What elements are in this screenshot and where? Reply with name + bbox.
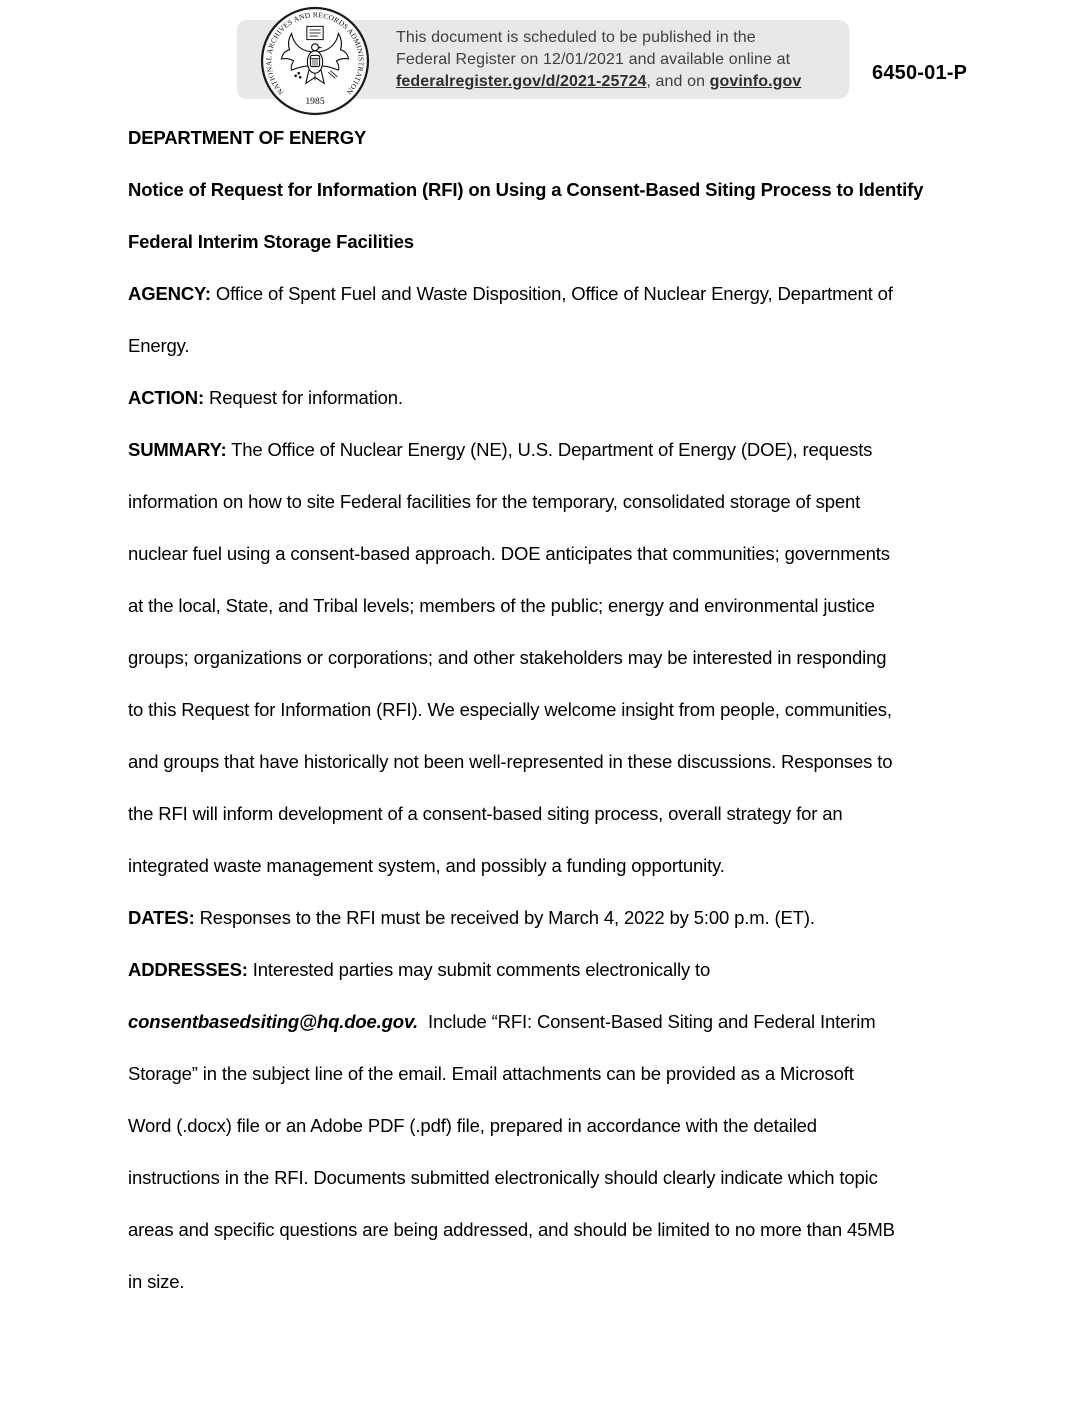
text-line <box>128 112 1028 164</box>
text-run: Word (.docx) file or an Adobe PDF (.pdf) file, prepared in accordance with the detailed <box>128 1115 817 1136</box>
text-line <box>128 1256 1028 1308</box>
seal-year: 1985 <box>305 95 325 107</box>
text-line <box>128 1100 1028 1152</box>
text-run: Federal Register on 12/01/2021 and available online at <box>396 51 791 68</box>
text-run: ACTION: <box>128 387 205 408</box>
text-run: Energy. <box>128 335 190 356</box>
text-line <box>128 164 1028 216</box>
text-line <box>128 476 1028 528</box>
text-run: instructions in the RFI. Documents submitted electronically should clearly indicate which topic <box>128 1167 878 1188</box>
text-line <box>128 788 1028 840</box>
billing-code: 6450-01-P <box>872 62 968 84</box>
text-line <box>128 944 1028 996</box>
paragraph-summary <box>128 424 1028 892</box>
national-archives-seal-icon <box>260 6 370 116</box>
text-run: ADDRESSES: <box>128 959 248 980</box>
text-line <box>128 892 1028 944</box>
federalregister-link[interactable]: federalregister.gov/d/2021-25724 <box>396 73 647 90</box>
text-run: in size. <box>128 1271 185 1292</box>
paragraph-agency <box>128 268 1028 372</box>
text-line <box>128 372 1028 424</box>
banner-text <box>396 27 801 93</box>
text-run: AGENCY: <box>128 283 211 304</box>
paragraph-dates <box>128 892 1028 944</box>
text-run: Office of Spent Fuel and Waste Disposition, Office of Nuclear Energy, Department of <box>210 283 893 304</box>
text-run: at the local, State, and Tribal levels; members of the public; energy and environmental justice <box>128 595 875 616</box>
text-line <box>128 736 1028 788</box>
banner-line <box>396 27 801 49</box>
text-line <box>128 1048 1028 1100</box>
text-line <box>128 320 1028 372</box>
text-line <box>128 840 1028 892</box>
text-run: groups; organizations or corporations; and other stakeholders may be interested in responding <box>128 647 887 668</box>
paragraph-department-heading <box>128 112 1028 164</box>
text-line <box>128 684 1028 736</box>
text-run: , and on <box>646 73 710 90</box>
text-run: This document is scheduled to be published in the <box>396 29 756 46</box>
text-line <box>128 528 1028 580</box>
text-run: Notice of Request for Information (RFI) on Using a Consent-Based Siting Process to Identify <box>128 179 924 200</box>
text-line <box>128 632 1028 684</box>
text-run: nuclear fuel using a consent-based approach. DOE anticipates that communities; governments <box>128 543 890 564</box>
text-run: areas and specific questions are being addressed, and should be limited to no more than 45MB <box>128 1219 895 1240</box>
text-line <box>128 216 1028 268</box>
paragraph-addresses <box>128 944 1028 1308</box>
text-run: Request for information. <box>204 387 403 408</box>
text-line <box>128 1152 1028 1204</box>
text-line <box>128 1204 1028 1256</box>
contact-email: consentbasedsiting@hq.doe.gov. <box>128 1011 419 1032</box>
text-run: to this Request for Information (RFI). We especially welcome insight from people, communities, <box>128 699 892 720</box>
text-line <box>128 996 1028 1048</box>
text-run: DEPARTMENT OF ENERGY <box>128 127 367 148</box>
text-run: The Office of Nuclear Energy (NE), U.S. Department of Energy (DOE), requests <box>226 439 873 460</box>
text-run: information on how to site Federal facilities for the temporary, consolidated storage of spent <box>128 491 861 512</box>
text-run: and groups that have historically not been well-represented in these discussions. Responses to <box>128 751 893 772</box>
text-line <box>128 580 1028 632</box>
text-run: the RFI will inform development of a consent-based siting process, overall strategy for an <box>128 803 843 824</box>
text-run: Federal Interim Storage Facilities <box>128 231 414 252</box>
govinfo-link[interactable]: govinfo.gov <box>709 73 802 90</box>
text-run: DATES: <box>128 907 195 928</box>
banner-line <box>396 49 801 71</box>
text-run: Responses to the RFI must be received by March 4, 2022 by 5:00 p.m. (ET). <box>194 907 815 928</box>
banner-line <box>396 71 801 93</box>
text-line <box>128 424 1028 476</box>
document-body <box>128 112 1028 1308</box>
text-line <box>128 268 1028 320</box>
text-run: Storage” in the subject line of the email. Email attachments can be provided as a Microsoft <box>128 1063 854 1084</box>
seal-ring-text: NATIONAL ARCHIVES AND RECORDS ADMINISTRATION <box>264 10 366 97</box>
paragraph-action <box>128 372 1028 424</box>
text-run: SUMMARY: <box>128 439 227 460</box>
text-run: integrated waste management system, and possibly a funding opportunity. <box>128 855 725 876</box>
text-run: Interested parties may submit comments electronically to <box>247 959 711 980</box>
text-run: Include “RFI: Consent-Based Siting and Federal Interim <box>418 1011 876 1032</box>
paragraph-notice-title <box>128 164 1028 268</box>
